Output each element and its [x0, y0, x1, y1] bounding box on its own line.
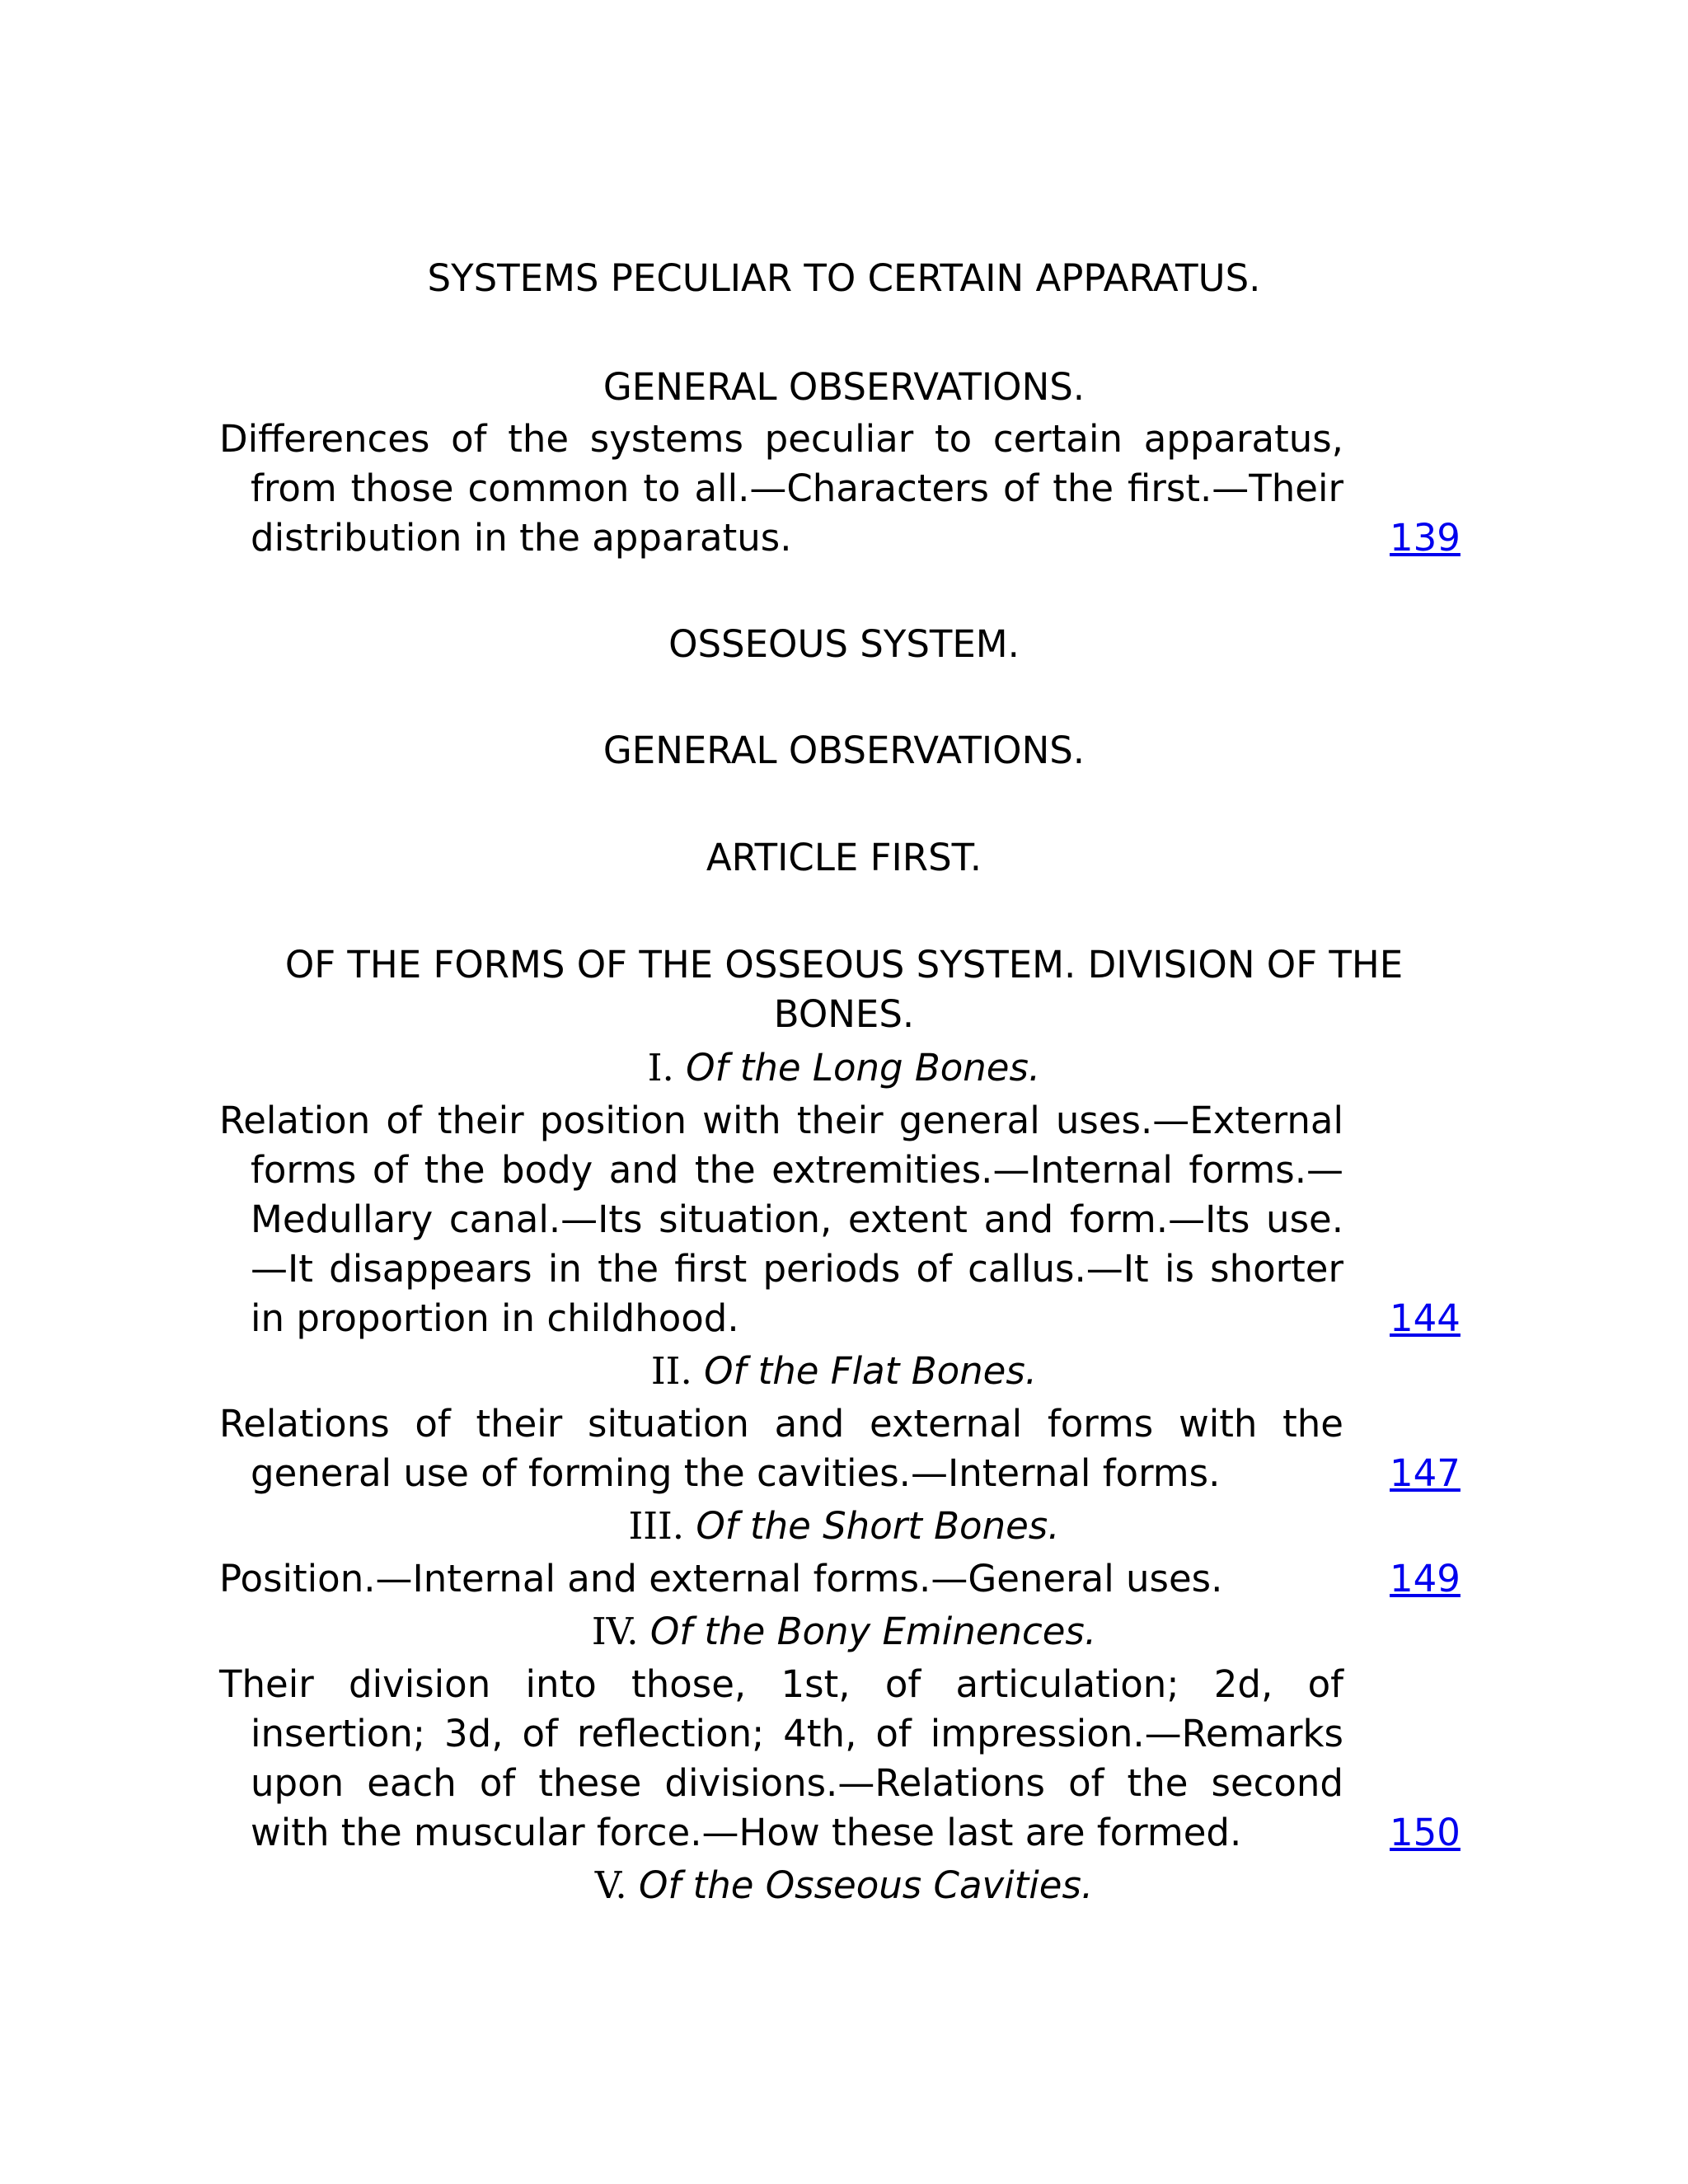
section-title: Of the Flat Bones.: [704, 1349, 1038, 1393]
heading-systems-peculiar: SYSTEMS PECULIAR TO CERTAIN APPARATUS.: [427, 256, 1261, 300]
section-title: Of the Osseous Cavities.: [639, 1863, 1094, 1907]
section-title: Of the Long Bones.: [686, 1046, 1041, 1090]
section-osseous-cavities: [247, 1860, 1441, 1911]
toc-entry-differences: Differences of the systems peculiar to certain apparatus, from those common to all.—Characters of the first.—Their distribution in the apparatus.: [219, 417, 1343, 560]
section-numeral: I.: [647, 1046, 674, 1090]
section-numeral: V.: [594, 1863, 627, 1907]
section-numeral: IV.: [591, 1610, 639, 1653]
page-link-139[interactable]: 139: [1390, 516, 1461, 560]
section-long-bones: [247, 1043, 1441, 1094]
section-flat-bones: [247, 1346, 1441, 1397]
section-bony-eminences: [247, 1606, 1441, 1657]
page-link-149[interactable]: 149: [1390, 1557, 1461, 1601]
heading-forms-division: OF THE FORMS OF THE OSSEOUS SYSTEM. DIVISION OF THE BONES.: [284, 943, 1404, 1036]
section-short-bones: [247, 1501, 1441, 1552]
toc-entry-short-bones: Position.—Internal and external forms.—General uses.: [219, 1557, 1223, 1601]
section-title: Of the Short Bones.: [696, 1504, 1060, 1548]
heading-general-observations: GENERAL OBSERVATIONS.: [603, 365, 1085, 409]
page-link-150[interactable]: 150: [1390, 1811, 1461, 1854]
toc-entry-flat-bones: Relations of their situation and external forms with the general use of forming the cavities.—Internal forms.: [219, 1402, 1343, 1495]
heading-general-observations-osseous: GENERAL OBSERVATIONS.: [603, 729, 1085, 772]
toc-entry-bony-eminences: Their division into those, 1st, of articulation; 2d, of insertion; 3d, of reflection; 4th, of impression.—Remarks upon each of these divisions.—Relations of the second with the muscular force.—How these last are formed.: [219, 1662, 1343, 1854]
page-link-147[interactable]: 147: [1390, 1451, 1461, 1495]
page-link-144[interactable]: 144: [1390, 1296, 1461, 1340]
toc-entry-long-bones: Relation of their position with their general uses.—External forms of the body and the extremities.—Internal forms.—Medullary canal.—Its situation, extent and form.—Its use.—It disappears in the first periods of callus.—It is shorter in proportion in childhood.: [219, 1099, 1343, 1340]
section-title: Of the Bony Eminences.: [649, 1610, 1097, 1653]
heading-osseous-system: OSSEOUS SYSTEM.: [668, 622, 1020, 666]
heading-article-first: ARTICLE FIRST.: [706, 836, 982, 879]
section-numeral: II.: [650, 1349, 692, 1393]
section-numeral: III.: [628, 1504, 685, 1548]
